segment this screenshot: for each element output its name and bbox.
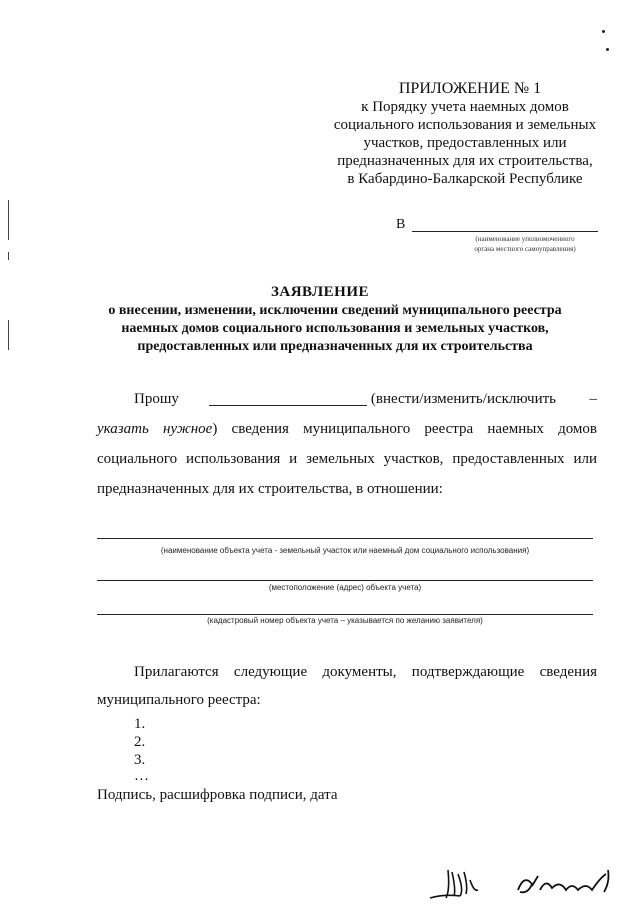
addressee-caption: [440, 234, 610, 254]
addressee-caption-line: (наименование уполномоченного: [475, 235, 575, 243]
appendix-line: предназначенных для их строительства,: [337, 153, 593, 169]
subtitle-line: наемных домов социального использования и земельных участков,: [121, 321, 549, 336]
appendix-title: ПРИЛОЖЕНИЕ № 1: [398, 80, 542, 97]
scan-dot: [602, 30, 605, 33]
location-field[interactable]: [97, 580, 593, 581]
object-name-caption: (наименование объекта учета - земельный участок или наемный дом социального использования): [160, 546, 530, 555]
addressee-prefix: В: [396, 217, 406, 232]
request-hint: указать нужное: [97, 421, 213, 437]
appendix-line: социального использования и земельных: [333, 117, 597, 133]
addressee-field[interactable]: [412, 231, 598, 232]
addressee-caption-line: органа местного самоуправления): [474, 245, 576, 253]
list-item: …: [134, 768, 149, 784]
request-action: (внести/изменить/исключить –: [370, 391, 597, 407]
document-title: ЗАЯВЛЕНИЕ: [270, 284, 370, 300]
document-subtitle: [85, 302, 585, 356]
request-paragraph: [97, 384, 597, 504]
action-field[interactable]: [209, 391, 367, 406]
appendix-line: к Порядку учета наемных домов: [361, 99, 569, 115]
object-name-field[interactable]: [97, 538, 593, 539]
list-item: 3.: [134, 752, 146, 768]
list-item: 2.: [134, 734, 146, 750]
request-rest: ) сведения муниципального реестра наемных домов социального использования и земельных участков, предоставленных или предназначенных для их строительства, в отношении:: [97, 421, 597, 497]
handwritten-signature: [420, 860, 620, 902]
signature-label: Подпись, расшифровка подписи, дата: [97, 787, 338, 803]
request-lead: Прошу: [134, 391, 179, 407]
appendix-line: в Кабардино-Балкарской Республике: [347, 171, 583, 187]
subtitle-line: о внесении, изменении, исключении сведений муниципального реестра: [108, 303, 562, 318]
subtitle-line: предоставленных или предназначенных для их строительства: [137, 339, 533, 354]
location-caption: (местоположение (адрес) объекта учета): [268, 583, 422, 592]
attachments-text: Прилагаются следующие документы, подтверждающие сведения муниципального реестра:: [97, 664, 597, 708]
cadastral-field[interactable]: [97, 614, 593, 615]
attachments-paragraph: [97, 658, 597, 714]
scan-mark: [8, 200, 9, 240]
appendix-line: участков, предоставленных или: [363, 135, 567, 151]
scan-mark: [8, 252, 9, 260]
appendix-block: [330, 80, 600, 188]
list-item: 1.: [134, 716, 146, 732]
scan-dot: [606, 48, 609, 51]
cadastral-caption: (кадастровый номер объекта учета – указывается по желанию заявителя): [207, 616, 483, 625]
scan-mark: [8, 320, 9, 350]
